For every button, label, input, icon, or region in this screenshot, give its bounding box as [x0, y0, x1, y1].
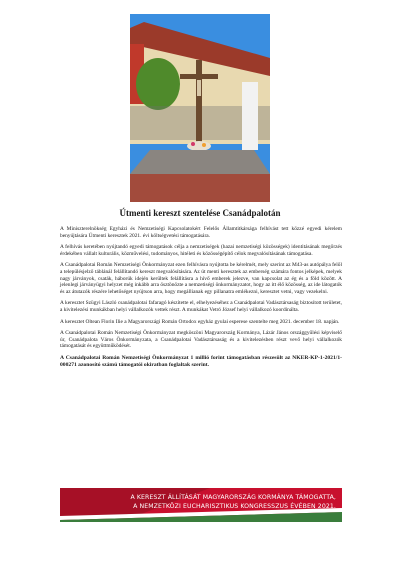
- government-support-banner: [60, 488, 342, 522]
- funding-statement: A Csanádpalotai Román Nemzetiségi Önkormányzat 1 millió forint támogatásban részesült az NKER-KP-1-2021/1-000271 azonosító számú támogatói okiratban foglaltak szerint.: [60, 354, 342, 368]
- paragraph: A keresztet Oltean Florin Ilie a Magyarországi Román Ortodox egyház gyulai esperese szentelte meg 2021. december 18. napján.: [60, 318, 340, 325]
- page-title: Útmenti kereszt szentelése Csanádpalotán: [119, 208, 281, 218]
- paragraph: A Csanádpalotai Román Nemzetiségi Önkormányzat ezen felhívásra nyújtotta be kérelmét, mely szerint az M43-as autópálya felől a településjelző táblánál felállítandó kereszt megvalósítására. Az út menti keresztek az emberség számára fontos jelképek, melyek nagy járványok, csaták, háborúk idején kerültek felállításra a hívő emberek jelezve, van kapcsolat az ég és a föld között. A jelenlegi járványügyi helyzet még inkább arra ösztönözte a nemzetiségi önkormányzatot, hogy az itt élő közösség, az ide látogatók és az átutazók részére lehetőséget nyújtson arra, hogy megállianak egy pillanatra emlékezni, keresztet vetni, vagy vezekelni.: [60, 262, 342, 295]
- paragraph: A keresztet Szügyi László csanádpalotai fafaragó készítette el, elhelyezéséhez a Csanádpalotai Vadásztársaság biztosított területet, a kivitelezési munkákban helyi vállalkozók vettek részt. A munkákat Vetró József helyi vállalkozó koordinálta.: [60, 300, 342, 313]
- article-body: [60, 226, 342, 374]
- paragraph: A felhívás keretében nyújtandó egyedi támogatások célja a nemzetiségek (hazai nemzetiségi közösségek) identitásának megőrzés érdekében vállalt kulturális, közművelési, tudományos, hitéleti és közösségépítő célok megvalósításának támogatása.: [60, 244, 342, 257]
- paragraph: A Miniszterelnökség Egyházi és Nemzetiségi Kapcsolatokért Felelős Államtitkársága felhívást tett közzé egyedi kérelem benyújtására Útmenti keresztek 2021. évi költségvetési támogatására.: [60, 226, 342, 239]
- paragraph: A Csanádpalotai Román Nemzetiségi Önkormányzat megköszöni Magyarország Kormánya, Lázár János országgyűlési képviselő úr, Csanádpalota Város Önkormányzata, a Csanádpalotai Vadásztársaság és a kivitelezésben részt vevő helyi vállalkozók támogatását és együttműködését.: [60, 330, 342, 350]
- banner-text: [130, 493, 336, 511]
- banner-line-2: A NEMZETKÖZI EUCHARISZTIKUS KONGRESSZUS ÉVÉBEN 2021.: [133, 503, 336, 510]
- banner-line-1: A KERESZT ÁLLÍTÁSÁT MAGYARORSZÁG KORMÁNYA TÁMOGATTA,: [130, 494, 336, 501]
- roadside-cross-photo: [130, 14, 270, 202]
